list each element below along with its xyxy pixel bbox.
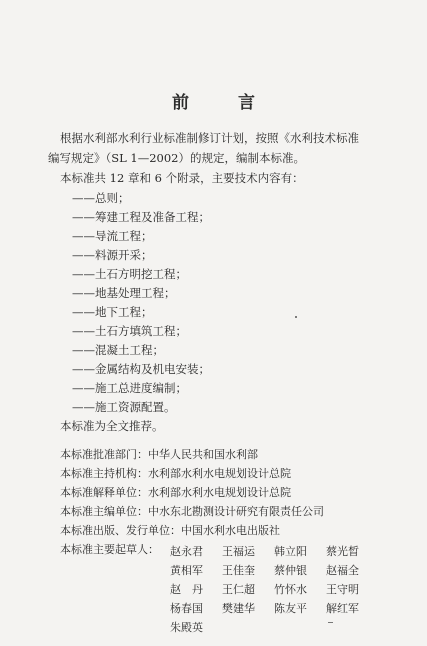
drafter-name: 赵 丹 — [170, 583, 203, 596]
info-line: 本标准解释单位：水利部水利水电规划设计总院 — [60, 486, 291, 499]
intro-line-1: 根据水利部水利行业标准制修订计划，按照《水利技术标准 — [60, 131, 359, 145]
content-item: ——筹建工程及准备工程； — [72, 210, 210, 224]
scan-speck — [295, 316, 297, 318]
drafter-name: 王守明 — [326, 583, 359, 596]
scan-mark — [328, 622, 333, 623]
content-item: ——地基处理工程； — [72, 286, 176, 300]
content-item: ——混凝土工程； — [72, 343, 164, 357]
drafter-name: 赵福全 — [326, 564, 359, 577]
drafter-name: 王佳奎 — [222, 564, 255, 577]
content-item: ——施工资源配置。 — [72, 400, 176, 414]
info-line: 本标准主持机构：水利部水利水电规划设计总院 — [60, 467, 291, 480]
drafter-name: 黄相军 — [170, 564, 203, 577]
content-item: ——土石方明挖工程； — [72, 267, 187, 281]
content-item: ——料源开采； — [72, 248, 153, 262]
drafter-name: 蔡仲银 — [274, 564, 307, 577]
drafter-name: 朱殿英 — [170, 621, 203, 634]
drafters-label: 本标准主要起草人： — [60, 543, 159, 556]
drafter-name: 杨春国 — [170, 602, 203, 615]
drafter-name: 陈友平 — [274, 602, 307, 615]
content-item: ——导流工程； — [72, 229, 153, 243]
content-item: ——总则； — [72, 191, 130, 205]
drafter-name: 樊建华 — [222, 602, 255, 615]
content-item: ——地下工程； — [72, 305, 153, 319]
drafter-name: 赵永君 — [170, 545, 203, 558]
drafter-name: 王福运 — [222, 545, 255, 558]
content-item: ——土石方填筑工程； — [72, 324, 187, 338]
info-line: 本标准批准部门：中华人民共和国水利部 — [60, 448, 258, 461]
intro-line-2: 编写规定》（SL 1—2002）的规定，编制本标准。 — [48, 151, 306, 165]
info-line: 本标准出版、发行单位：中国水利水电出版社 — [60, 524, 280, 537]
drafter-name: 竹怀水 — [274, 583, 307, 596]
drafter-name: 解红军 — [326, 602, 359, 615]
drafter-name: 王仁超 — [222, 583, 255, 596]
content-item: ——施工总进度编制； — [72, 381, 187, 395]
page-title: 前 言 — [172, 93, 271, 113]
info-line: 本标准主编单位：中水东北勘测设计研究有限责任公司 — [60, 505, 324, 518]
recommend-line: 本标准为全文推荐。 — [60, 419, 164, 433]
drafter-name: 蔡光晳 — [326, 545, 359, 558]
intro-line-3: 本标准共 12 章和 6 个附录，主要技术内容有： — [60, 171, 304, 185]
drafter-name: 韩立阳 — [274, 545, 307, 558]
content-item: ——金属结构及机电安装； — [72, 362, 210, 376]
